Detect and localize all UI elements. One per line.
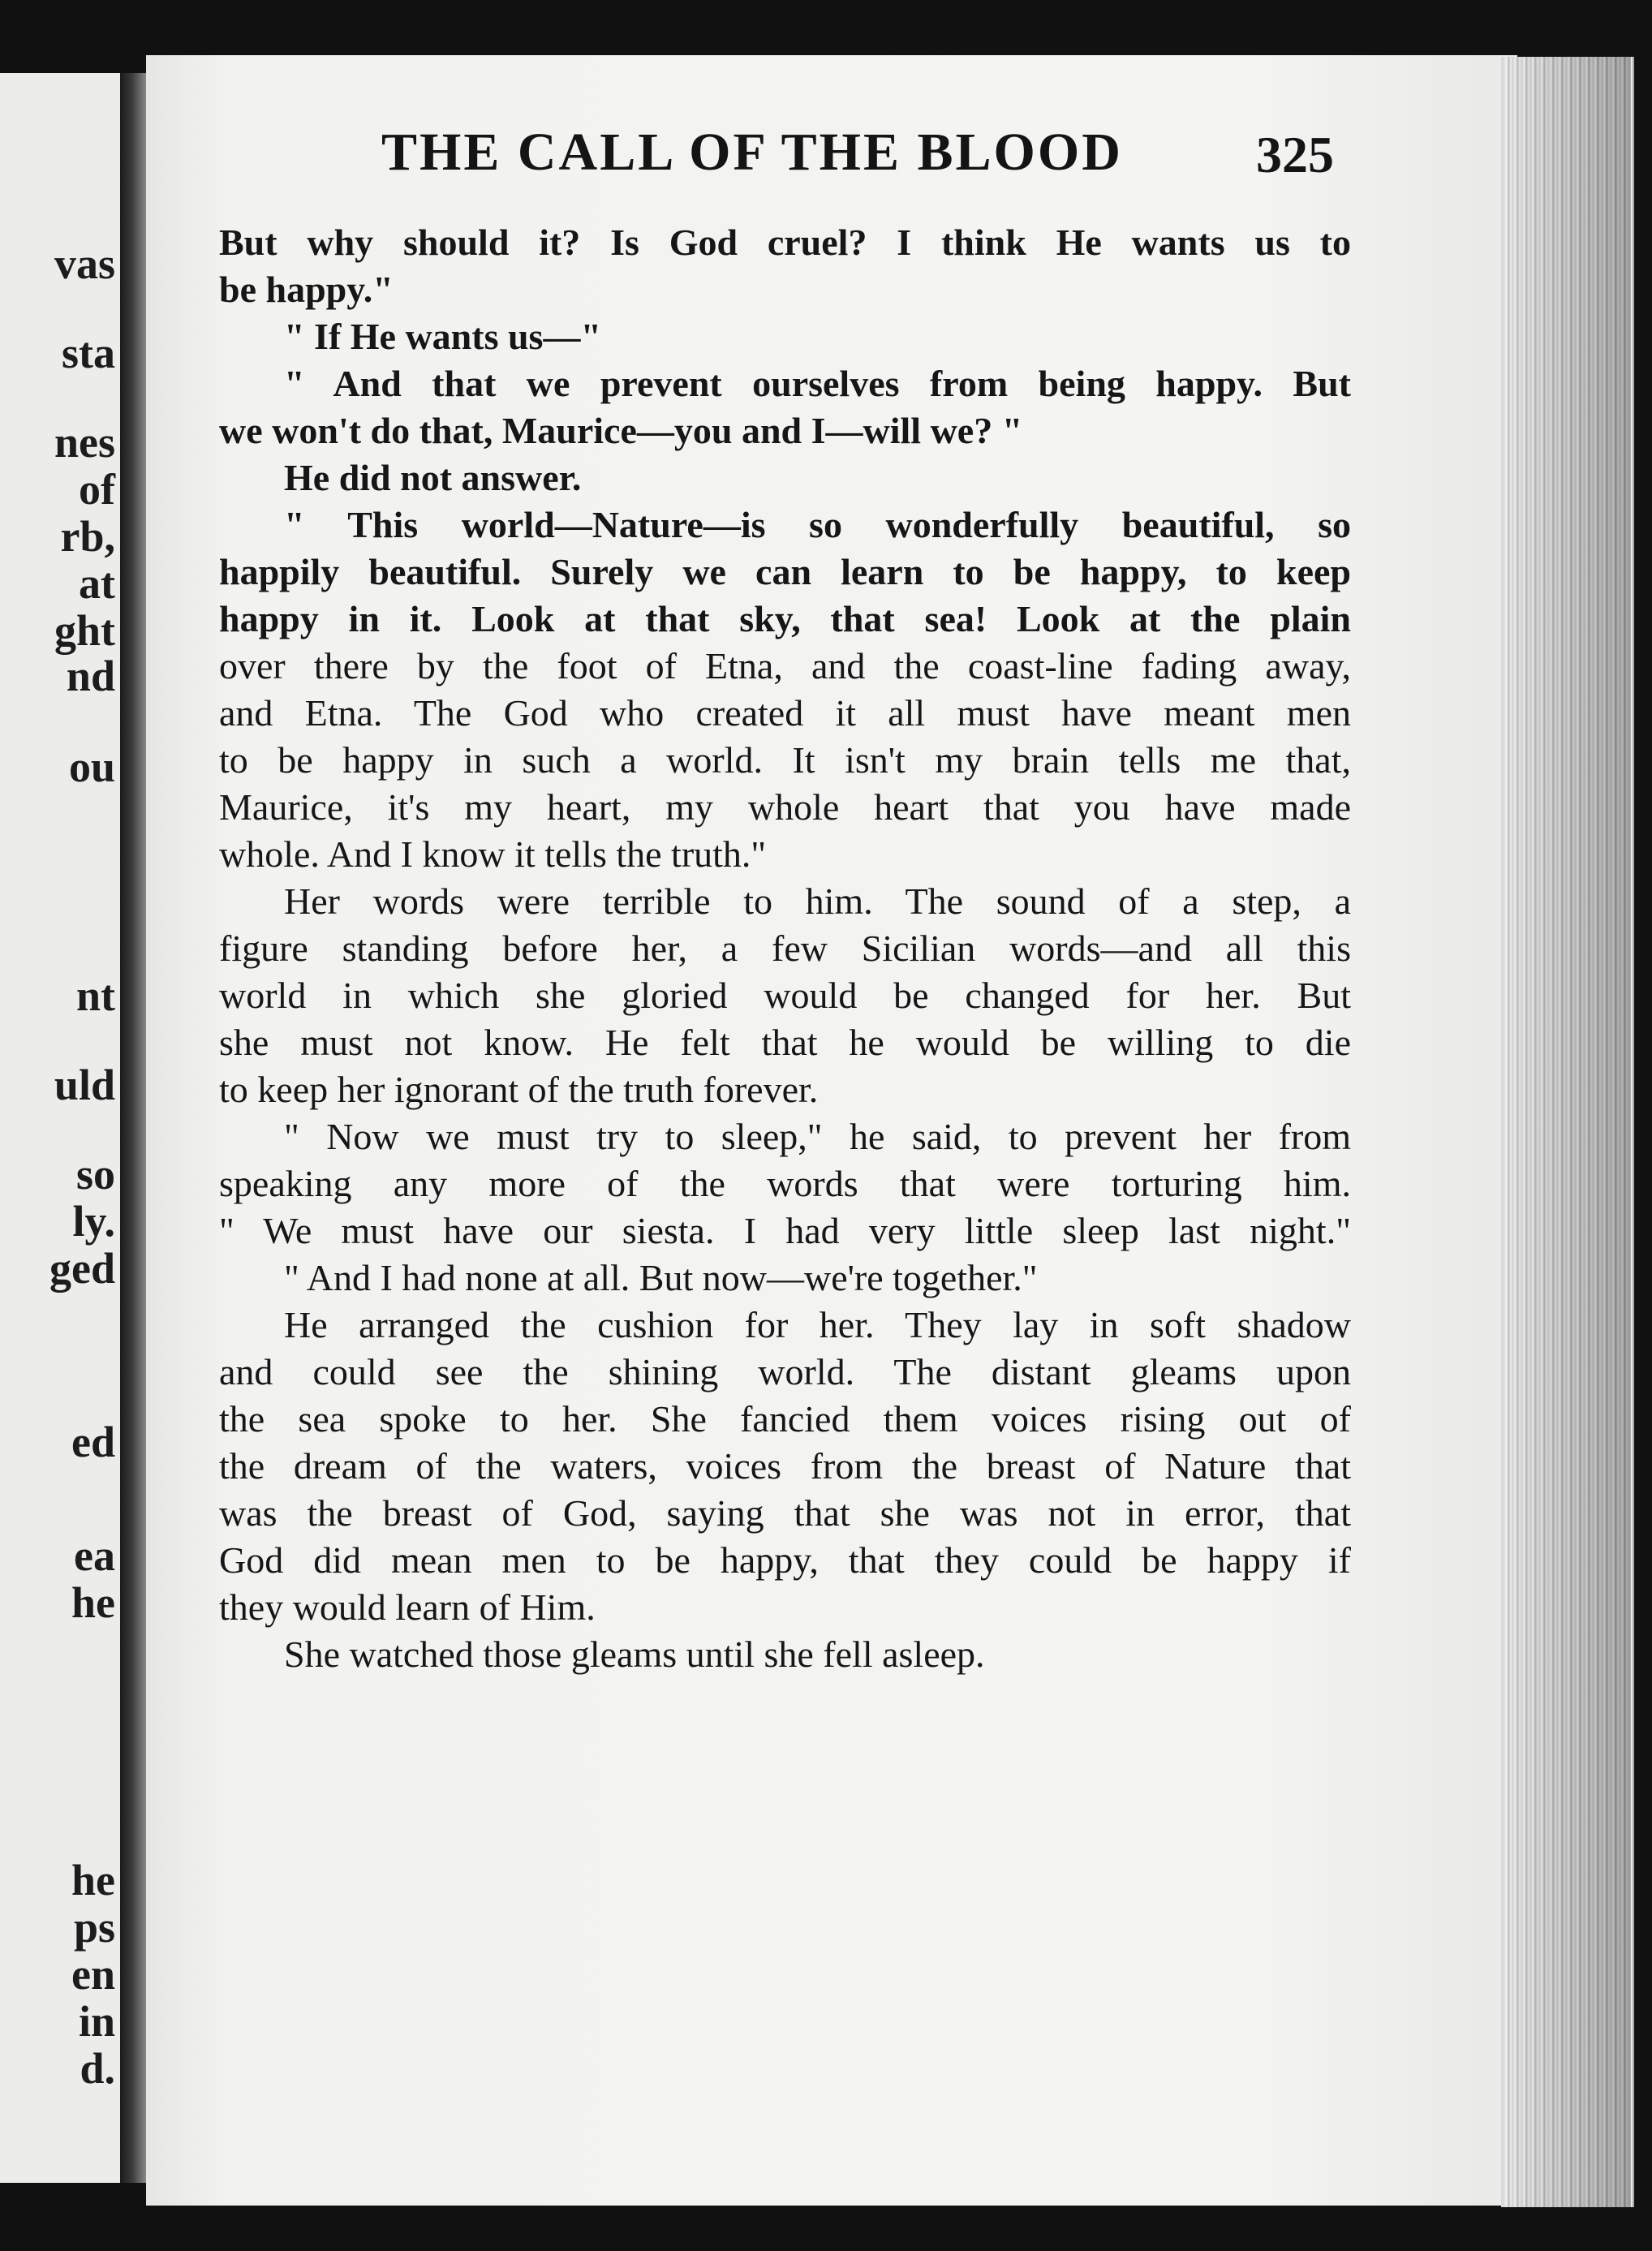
text-line: and could see the shining world. The distant gleams upon xyxy=(219,1351,1351,1392)
text-line: " Now we must try to sleep," he said, to prevent her from xyxy=(284,1116,1351,1157)
facing-page-fragment: he xyxy=(71,1578,115,1627)
text-line: happy in it. Look at that sky, that sea! Look at the plain xyxy=(219,598,1351,639)
text-line: to be happy in such a world. It isn't my brain tells me that, xyxy=(219,739,1351,781)
text-line: happily beautiful. Surely we can learn to be happy, to keep xyxy=(219,551,1351,592)
text-line: " And I had none at all. But now—we're together." xyxy=(284,1257,1038,1298)
facing-page-fragment: rb, xyxy=(60,512,115,561)
facing-page-fragment: sta xyxy=(62,329,115,377)
facing-page-fragment: ged xyxy=(49,1244,115,1293)
text-line: over there by the foot of Etna, and the coast-line fading away, xyxy=(219,645,1351,686)
text-line: speaking any more of the words that were torturing him. xyxy=(219,1163,1351,1204)
page-edges-shade xyxy=(1501,57,1631,2207)
facing-page-fragment: ed xyxy=(71,1418,115,1466)
text-line: He did not answer. xyxy=(284,457,582,498)
facing-page-fragment: at xyxy=(79,559,115,608)
body-text xyxy=(219,219,1351,1678)
text-line: " We must have our siesta. I had very little sleep last night." xyxy=(219,1210,1351,1251)
facing-page-fragment: nd xyxy=(66,652,115,700)
facing-page-fragment: nes xyxy=(54,418,115,467)
text-line: Maurice, it's my heart, my whole heart that you have made xyxy=(219,786,1351,828)
text-line: God did mean men to be happy, that they could be happy if xyxy=(219,1539,1351,1581)
text-line: world in which she gloried would be changed for her. But xyxy=(219,975,1351,1016)
facing-page-fragment: ght xyxy=(54,606,115,655)
text-line: She watched those gleams until she fell asleep. xyxy=(284,1633,985,1675)
page-number: 325 xyxy=(1256,126,1334,183)
facing-page-fragment: in xyxy=(78,1997,115,2046)
text-line: the sea spoke to her. She fancied them voices rising out of xyxy=(219,1398,1351,1440)
text-line: was the breast of God, saying that she was not in error, that xyxy=(219,1492,1351,1534)
text-line: be happy." xyxy=(219,269,394,310)
text-line: the dream of the waters, voices from the breast of Nature that xyxy=(219,1445,1351,1487)
text-line: and Etna. The God who created it all must have meant men xyxy=(219,692,1351,734)
facing-page-fragment: en xyxy=(71,1950,115,1999)
text-line: " And that we prevent ourselves from being happy. But xyxy=(284,363,1351,404)
text-line: But why should it? Is God cruel? I think He wants us to xyxy=(219,222,1351,263)
text-line: " If He wants us—" xyxy=(284,316,601,357)
text-line: they would learn of Him. xyxy=(219,1586,596,1628)
text-line: " This world—Nature—is so wonderfully beautiful, so xyxy=(284,504,1351,545)
facing-page-fragment: d. xyxy=(80,2044,115,2093)
running-head: THE CALL OF THE BLOOD xyxy=(381,123,1123,182)
text-line: she must not know. He felt that he would be willing to die xyxy=(219,1022,1351,1063)
facing-page-fragment: nt xyxy=(75,971,115,1020)
facing-page-fragment: ps xyxy=(73,1903,115,1952)
facing-page-fragment: ou xyxy=(68,742,115,791)
facing-page xyxy=(0,73,128,2183)
text-line: He arranged the cushion for her. They lay in soft shadow xyxy=(284,1304,1351,1345)
book-gutter xyxy=(120,73,149,2183)
facing-page-fragment: uld xyxy=(54,1061,115,1109)
facing-page-fragment: vas xyxy=(54,239,115,288)
facing-page-fragment: ly. xyxy=(72,1197,115,1246)
facing-page-fragment: ea xyxy=(74,1531,115,1580)
text-line: Her words were terrible to him. The sound of a step, a xyxy=(284,880,1351,922)
facing-page-fragment: he xyxy=(71,1856,115,1905)
facing-page-fragment: so xyxy=(75,1150,115,1199)
text-line: we won't do that, Maurice—you and I—will we? " xyxy=(219,410,1023,451)
text-line: whole. And I know it tells the truth." xyxy=(219,833,767,875)
facing-page-fragment: of xyxy=(79,465,115,514)
text-line: figure standing before her, a few Sicilian words—and all this xyxy=(219,928,1351,969)
text-line: to keep her ignorant of the truth forever. xyxy=(219,1069,819,1110)
